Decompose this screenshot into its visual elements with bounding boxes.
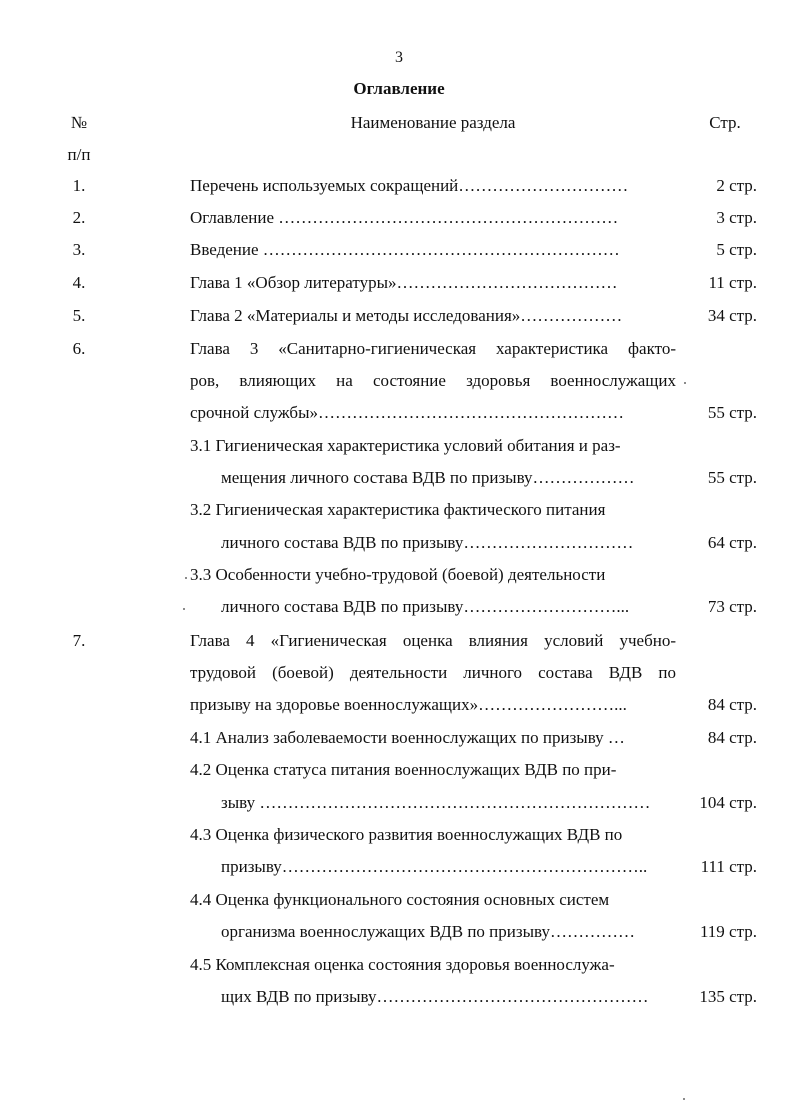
row-number: 2. [72,208,86,227]
toc-entry-line: ров, влияющих на состояние здоровья военнослужащих [190,371,676,390]
toc-entry-line: призыву на здоровье военнослужащих»……………………... [190,695,627,714]
row-number: 5. [72,306,86,325]
header-page-label: Стр. [709,113,741,132]
toc-page-ref: 34 стр. [707,306,757,325]
toc-entry-line: Глава 4 «Гигиеническая оценка влияния условий учебно- [190,631,676,650]
row-number: 7. [72,631,86,650]
toc-entry-line: 4.3 Оценка физического развития военнослужащих ВДВ по [190,825,623,844]
toc-entry-line: трудовой (боевой) деятельности личного состава ВДВ по [190,663,676,682]
scan-speck [185,577,187,579]
toc-entry-line: 4.4 Оценка функционального состояния основных систем [190,890,610,909]
toc-page-ref: 135 стр. [699,987,757,1006]
toc-page-ref: 104 стр. [699,793,757,812]
toc-page-ref: 73 стр. [707,597,757,616]
toc-page-ref: 55 стр. [707,468,757,487]
toc-entry-line: 4.1 Анализ заболеваемости военнослужащих по призыву … [190,728,625,747]
toc-page-ref: 55 стр. [707,403,757,422]
toc-entry-line: 4.2 Оценка статуса питания военнослужащих ВДВ по при- [190,760,617,779]
toc-page-ref: 84 стр. [707,695,757,714]
toc-entry-line: мещения личного состава ВДВ по призыву……………… [221,468,635,487]
toc-entry-line: Введение ……………………………………………………… [190,240,620,259]
page-number: 3 [395,49,403,66]
toc-entry-line: 3.2 Гигиеническая характеристика фактического питания [190,500,606,519]
toc-page-ref: 3 стр. [716,208,757,227]
toc-entry-line: призыву……………………………………………………….. [221,857,648,876]
toc-entry-line: Оглавление …………………………………………………… [190,208,619,227]
toc-entry-line: личного состава ВДВ по призыву………………………… [221,533,634,552]
toc-entry-line: Глава 1 «Обзор литературы»………………………………… [190,273,618,292]
row-number: 1. [72,176,86,195]
row-number: 4. [72,273,86,292]
toc-entry-line: щих ВДВ по призыву………………………………………… [221,987,649,1006]
toc-entry-line: 3.3 Особенности учебно-трудовой (боевой) деятельности [190,565,606,584]
scan-speck [183,608,185,610]
toc-page-ref: 111 стр. [700,857,757,876]
toc-entry-line: срочной службы»……………………………………………… [190,403,624,422]
toc-entry-line: Глава 3 «Санитарно-гигиеническая характеристика факто- [190,339,676,358]
header-num-label-2: п/п [67,145,91,164]
toc-page-ref: 5 стр. [716,240,757,259]
scan-speck [684,382,686,384]
scan-speck [683,1098,685,1100]
toc-page-ref: 119 стр. [699,922,757,941]
toc-page-ref: 11 стр. [708,273,757,292]
toc-entry-line: зыву …………………………………………………………… [221,793,651,812]
toc-entry-line: Глава 2 «Материалы и методы исследования»……………… [190,306,623,325]
toc-entry-line: 3.1 Гигиеническая характеристика условий обитания и раз- [190,436,621,455]
row-number: 3. [72,240,86,259]
toc-page-ref: 84 стр. [707,728,757,747]
toc-entry-line: Перечень используемых сокращений………………………… [190,176,629,195]
toc-entry-line: личного состава ВДВ по призыву………………………... [221,597,630,616]
toc-entry-line: 4.5 Комплексная оценка состояния здоровья военнослужа- [190,955,615,974]
header-name-label: Наименование раздела [350,113,516,132]
header-num-label: № [70,113,88,132]
toc-page-ref: 2 стр. [716,176,757,195]
document-title: Оглавление [353,79,445,98]
row-number: 6. [72,339,86,358]
toc-page-ref: 64 стр. [707,533,757,552]
toc-entry-line: организма военнослужащих ВДВ по призыву…………… [221,922,635,941]
